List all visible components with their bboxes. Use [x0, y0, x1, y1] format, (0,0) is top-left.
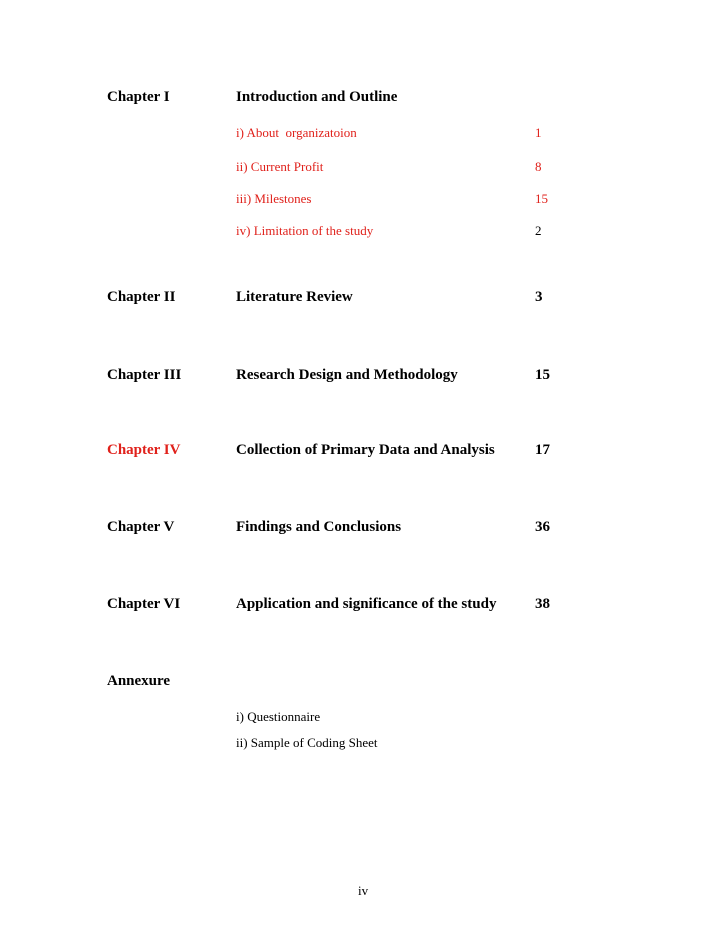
chapter-6-label: Chapter VI [107, 596, 181, 612]
chapter-4-title: Collection of Primary Data and Analysis [236, 442, 495, 458]
chapter-1-subitem-1-page: 1 [535, 125, 542, 140]
annexure-label: Annexure [107, 673, 171, 689]
chapter-1-title: Introduction and Outline [236, 89, 398, 105]
chapter-6-page: 38 [535, 596, 550, 612]
chapter-1-subitem-2: ii) Current Profit [236, 159, 324, 174]
annexure-subitem-2: ii) Sample of Coding Sheet [236, 735, 378, 750]
chapter-1-subitem-1: i) About organizatoion [236, 125, 357, 140]
chapter-5-title: Findings and Conclusions [236, 519, 402, 535]
chapter-1-subitem-4: iv) Limitation of the study [236, 223, 374, 238]
page-number: iv [358, 883, 369, 898]
chapter-2-label: Chapter II [107, 289, 176, 305]
chapter-1-subitem-2-page: 8 [535, 159, 542, 174]
chapter-5-page: 36 [535, 519, 550, 535]
chapter-2-title: Literature Review [236, 289, 353, 305]
chapter-1-subitem-4-page: 2 [535, 223, 542, 238]
chapter-4-label: Chapter IV [107, 442, 181, 458]
annexure-subitem-1: i) Questionnaire [236, 709, 321, 724]
chapter-3-label: Chapter III [107, 367, 182, 383]
chapter-3-page: 15 [535, 367, 550, 383]
chapter-3-title: Research Design and Methodology [236, 367, 458, 383]
chapter-2-page: 3 [535, 289, 543, 305]
chapter-6-title: Application and significance of the study [236, 596, 497, 612]
chapter-1-subitem-3-page: 15 [535, 191, 548, 206]
chapter-4-page: 17 [535, 442, 550, 458]
chapter-1-label: Chapter I [107, 89, 170, 105]
chapter-5-label: Chapter V [107, 519, 175, 535]
chapter-1-subitem-3: iii) Milestones [236, 191, 312, 206]
